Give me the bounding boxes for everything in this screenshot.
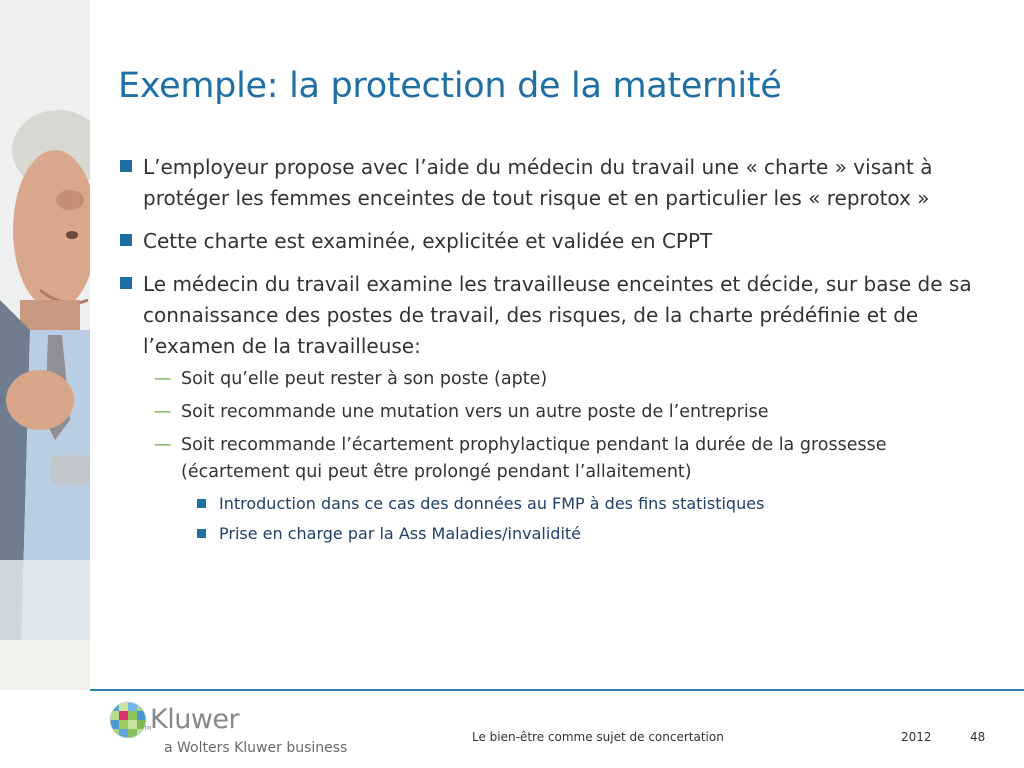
kluwer-checkered-globe-icon [108,700,148,740]
bullet-item [118,152,988,214]
presenter-photo [0,0,90,690]
footer-rule [90,689,1024,691]
logo-wordmark: Kluwer [150,704,240,735]
bullet-item [118,269,988,362]
slide-title: Exemple: la protection de la maternité [118,66,782,106]
square-bullet-icon [197,499,206,508]
sub-bullet-item [118,366,988,393]
square-bullet-icon [120,277,132,289]
sub-sub-bullet-text: Introduction dans ce cas des données au FMP à des fins statistiques [219,494,765,513]
bullet-text: Le médecin du travail examine les travailleuse enceintes et décide, sur base de sa connaissance des postes de travail, des risques, de la charte prédéfinie et de l’examen de la travailleuse: [143,272,972,358]
bullet-item [118,226,988,257]
slide-content [118,152,988,552]
sub-sub-bullet-item [118,522,988,546]
logo-trademark: TM [144,726,152,732]
dash-marker: — [154,369,172,389]
kluwer-logo [108,700,368,760]
square-bullet-icon [197,529,206,538]
sub-sub-bullet-item [118,492,988,516]
bullet-text: L’employeur propose avec l’aide du médecin du travail une « charte » visant à protéger les femmes enceintes de tout risque et en particulier les « reprotox » [143,155,933,210]
sub-bullet-text: Soit recommande une mutation vers un autre poste de l’entreprise [181,402,769,422]
sub-bullet-item [118,432,988,486]
dash-marker: — [154,435,172,455]
bullet-text: Cette charte est examinée, explicitée et validée en CPPT [143,229,713,253]
sub-bullet-text: Soit recommande l’écartement prophylactique pendant la durée de la grossesse (écartement qui peut être prolongé pendant l’allaitement) [181,435,887,482]
square-bullet-icon [120,160,132,172]
sub-bullet-text: Soit qu’elle peut rester à son poste (apte) [181,369,548,389]
square-bullet-icon [120,234,132,246]
logo-tagline: a Wolters Kluwer business [164,740,348,756]
footer-year: 2012 [901,730,932,744]
sub-bullet-item [118,399,988,426]
footer-caption: Le bien-être comme sujet de concertation [472,730,724,744]
sub-sub-bullet-text: Prise en charge par la Ass Maladies/invalidité [219,524,582,543]
page-number: 48 [970,730,986,744]
dash-marker: — [154,402,172,422]
